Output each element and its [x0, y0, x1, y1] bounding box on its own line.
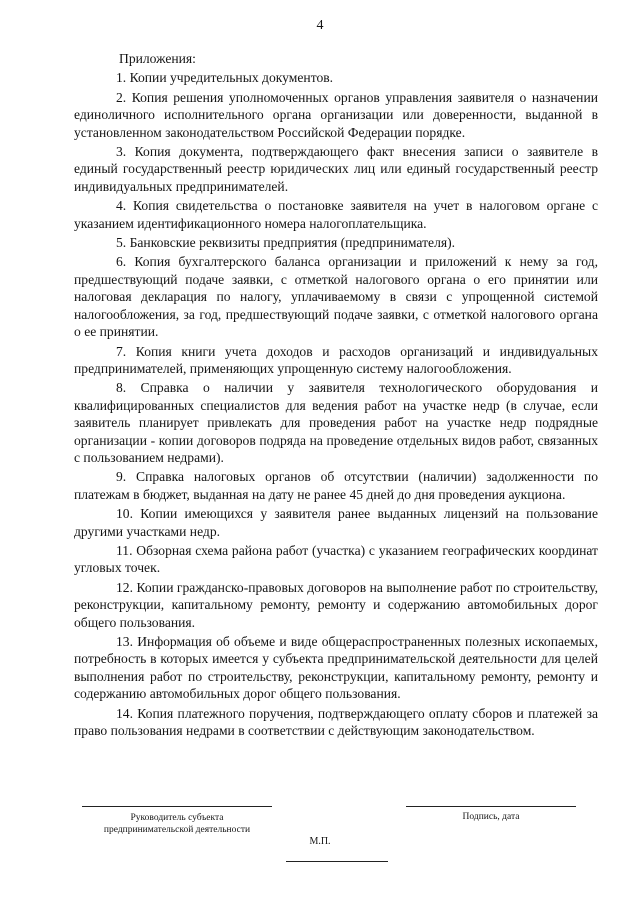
list-item: 10. Копии имеющихся у заявителя ранее выданных лицензий на пользование другими участками недр.: [74, 506, 598, 539]
list-item: 8. Справка о наличии у заявителя технологического оборудования и квалифицированных специалистов для ведения работ на участке недр (в случае, если заявитель планирует привлекать для проведения работ на участке недр подрядные организации - копии договоров подряда на проведение отдельных видов работ, связанных с пользованием недрами).: [74, 380, 598, 465]
list-item: 6. Копия бухгалтерского баланса организации и приложений к нему за год, предшествующий подаче заявки, с отметкой налогового органа о его принятии или налоговая декларация по налогу, уплачиваемому в связи с упрощенной системой налогообложения, за год, предшествующий подаче заявки, с отметкой налогового органа о ее принятии.: [74, 254, 598, 340]
list-item: 1. Копии учредительных документов.: [116, 70, 334, 86]
list-item: 5. Банковские реквизиты предприятия (предпринимателя).: [116, 235, 456, 251]
list-item: 4. Копия свидетельства о постановке заявителя на учет в налоговом органе с указанием идентификационного номера налогоплательщика.: [74, 198, 598, 231]
signatory-block: [82, 806, 272, 836]
attachments-heading: Приложения:: [119, 51, 196, 66]
stamp-line: [286, 861, 388, 862]
list-item: 11. Обзорная схема района работ (участка) с указанием географических координат угловых точек.: [74, 542, 598, 576]
signatory-label-2: предпринимательской деятельности: [103, 825, 251, 835]
list-item: 12. Копии гражданско-правовых договоров на выполнение работ по строительству, реконструкции, капитальному ремонту, ремонту и содержанию автомобильных дорог общего пользования.: [74, 579, 598, 630]
signature-date-label: Подпись, дата: [462, 812, 520, 822]
list-item: 9. Справка налоговых органов об отсутствии (наличии) задолженности по платежам в бюджет, выданная на дату не ранее 45 дней до дня проведения аукциона.: [74, 469, 598, 502]
list-item: 14. Копия платежного поручения, подтверждающего оплату сборов и платежей за право пользования недрами в соответствии с действующим законодательством.: [74, 705, 598, 739]
signature-date-block: [406, 806, 576, 822]
stamp-label: М.П.: [309, 836, 331, 847]
list-item: 2. Копия решения уполномоченных органов управления заявителя о назначении единоличного исполнительного органа организации или доверенности, выданной в установленном законодательством Российской Федерации порядке.: [74, 89, 598, 140]
list-item: 3. Копия документа, подтверждающего факт внесения записи о заявителе в единый государственный реестр юридических лиц или единый государственный реестр индивидуальных предпринимателей.: [74, 144, 598, 194]
attachments-list: [74, 50, 598, 741]
page-number: 4: [316, 18, 324, 33]
list-item: 7. Копия книги учета доходов и расходов организаций и индивидуальных предпринимателей, применяющих упрощенную систему налогообложения.: [74, 343, 598, 376]
signatory-label: Руководитель субъекта: [130, 813, 224, 823]
list-item: 13. Информация об объеме и виде общераспространенных полезных ископаемых, потребность в которых имеется у субъекта предпринимательской деятельности для целей выполнения работ по строительству, реконструкции, капитальному ремонту, ремонту и содержанию автомобильных дорог общего пользования.: [74, 634, 598, 702]
